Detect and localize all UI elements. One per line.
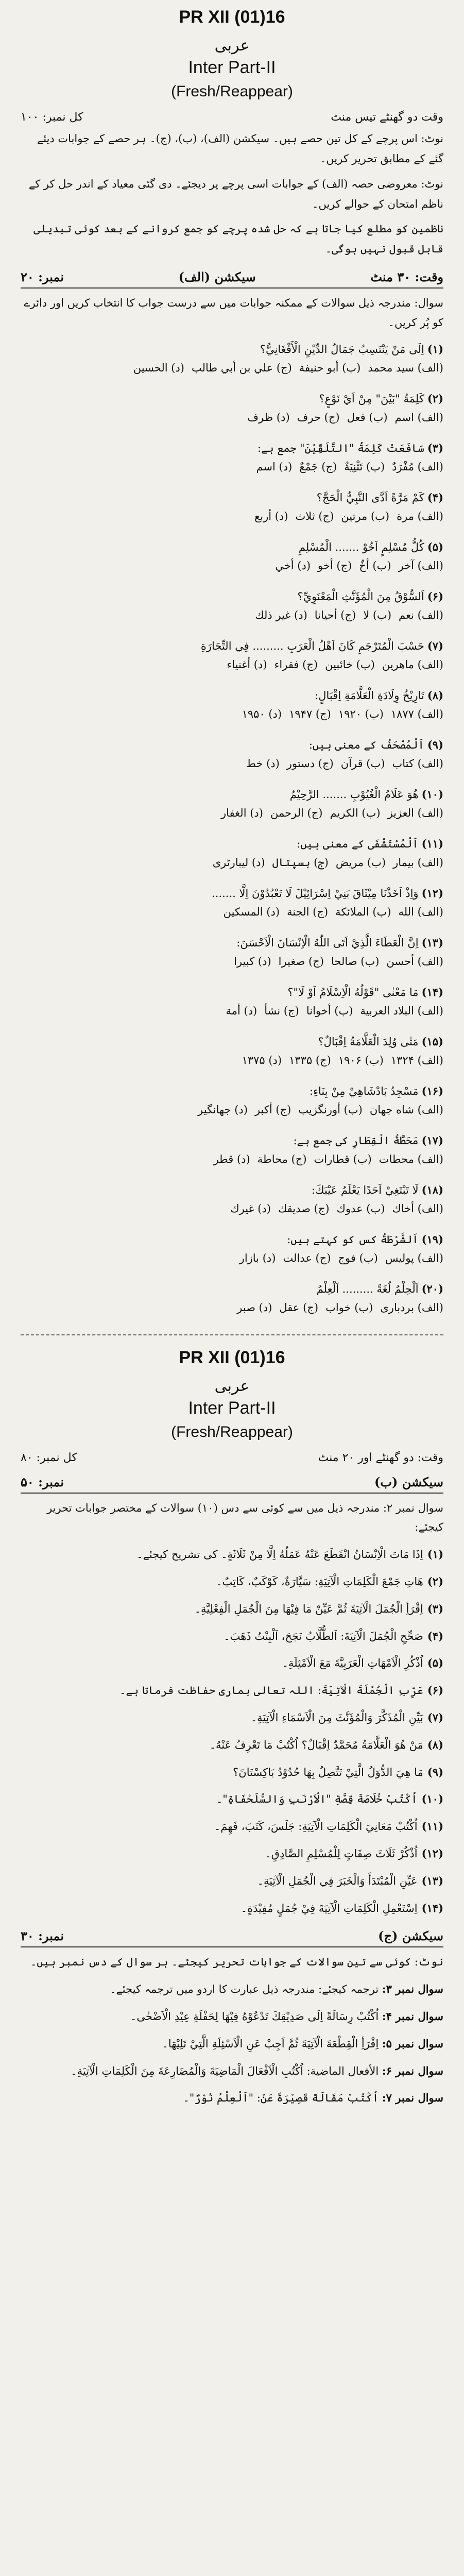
option: (الف) ماهرين xyxy=(382,658,443,671)
option: (د) أربع xyxy=(254,510,288,523)
question-text: الأفعال الماضية: اُكْتُبِ الْاَفْعَالَ الْمَاضِيَةَ وَالْمُضَارِعَةَ مِنَ الْكَلِمَاتِ الْآتِيَةِ۔ xyxy=(71,2064,379,2077)
short-question xyxy=(21,1817,443,1837)
option-list xyxy=(21,1002,443,1021)
option: (د) خط xyxy=(246,757,280,770)
option: (ب) مرتين xyxy=(341,510,390,523)
option: (ج) محاطة xyxy=(257,1153,307,1166)
option-list xyxy=(21,853,443,872)
mcq-list xyxy=(21,340,443,1321)
question-text: مَحَطَّةُ الْقِطَارِ کی جمع ہے: xyxy=(293,1134,419,1147)
question-text: وَاِذْ اَخَذْنَا مِيْثَاقَ بَنِيْ اِسْرَائِيْلَ لَا تَعْبُدُوْنَ اِلَّا ....... xyxy=(212,887,419,900)
paper-code-2: PR XII (01)16 xyxy=(179,1347,285,1367)
question-text: اِقْرَأِ الْقِطْعَةَ الْآتِيَةَ ثُمَّ اَجِبْ عَنِ الْاَسْئِلَةِ الَّتِيْ تَلِيْهَا۔ xyxy=(162,2037,379,2050)
option: (ج) أحيانا xyxy=(314,609,356,622)
option-list xyxy=(21,359,443,378)
question-number: (۹) xyxy=(427,738,443,751)
long-question xyxy=(21,2034,443,2054)
mcq-question xyxy=(21,488,443,530)
section-b-marks: نمبر: ۵۰ xyxy=(21,1474,64,1489)
mcq-question xyxy=(21,934,443,975)
option-list xyxy=(21,408,443,427)
option: (الف) سيد محمد xyxy=(368,362,443,375)
option-list xyxy=(21,754,443,773)
option: (الف) پولیس xyxy=(385,1252,443,1265)
question-number: (۱۴) xyxy=(421,1901,443,1914)
section-b-title: سیکشن (ب) xyxy=(374,1474,443,1489)
option: (الف) أحسن xyxy=(386,955,443,968)
question-text: مَنْ هُوَ الْعَلَّامَةُ مُحَمَّدٌ اِقْبَالٌ؟ اُكْتُبْ مَا تَعْرِفُ عَنْهُ۔ xyxy=(209,1738,423,1751)
long-question xyxy=(21,2007,443,2027)
question-number: (۳) xyxy=(427,1602,443,1615)
section-a-header xyxy=(21,269,443,289)
option: (د) ظرف xyxy=(247,411,290,424)
mcq-question xyxy=(21,340,443,381)
long-question xyxy=(21,2088,443,2108)
mcq-question xyxy=(21,538,443,579)
subject-title: عربی xyxy=(214,37,250,55)
note-2: نوٹ: معروضی حصہ (الف) کے جوابات اسی پرچے پر دیجئے۔ دی گئی معیاد کے اندر حل کر کے ناظم امتحان کے حوالے کریں۔ xyxy=(28,177,443,210)
question-text: اَلْمُصْحَفُ کے معنی ہیں: xyxy=(308,738,424,751)
question-text: اِقْرَأِ الْجُمَلَ الْآتِيَةَ ثُمَّ عَيِّنْ مَا فِيْهَا مِنَ الْجُمَلِ الْفِعْلِيَّةِ۔ xyxy=(194,1602,423,1615)
option: (الف) مرة xyxy=(397,510,443,523)
question-text: مَا هِيَ الدُّوَلُ الَّتِيْ تَتَّصِلُ بِهَا حُدُوْدُ بَاكِسْتَانَ؟ xyxy=(233,1766,423,1778)
fresh-reappear-2: (Fresh/Reappear) xyxy=(171,1423,293,1440)
section-c-title: سیکشن (ج) xyxy=(378,1928,443,1944)
option: (ب) لا xyxy=(363,609,392,622)
question-text: حَسْبَ الْمُتَرْجَمِ كَانَ اَهْلُ الْعَرَبِ ......... فِي التِّجَارَةِ xyxy=(200,639,424,652)
option: (د) الغفار xyxy=(221,807,263,820)
question-number: (۱۱) xyxy=(421,1820,443,1833)
time-marks-row xyxy=(21,111,443,124)
question-text: ترجمہ کیجئے: مندرجہ ذیل عبارت کا اردو میں ترجمہ کیجئے۔ xyxy=(110,1983,379,1996)
question-number: (۱۰) xyxy=(421,1792,443,1806)
section-c-instruction: نوٹ: کوئی سے تین سوالات کے جوابات تحریر کیجئے۔ ہر سوال کے دس نمبر ہیں۔ xyxy=(30,1956,443,1969)
question-number: (۹) xyxy=(427,1765,443,1778)
part-title: Inter Part-II xyxy=(188,58,276,77)
question-number: (۱۴) xyxy=(421,985,443,998)
option: (د) أغنياء xyxy=(227,658,267,671)
option: (ج) صغيرا xyxy=(278,955,324,968)
option-list xyxy=(21,1150,443,1169)
option: (الف) مُفْرَدٌ xyxy=(392,461,443,473)
paper-code: PR XII (01)16 xyxy=(179,7,285,27)
question-number: (۲) xyxy=(427,1575,443,1588)
question-number: (۵) xyxy=(427,540,443,553)
question-number: (۱۳) xyxy=(421,936,443,949)
question-text: صَحِّحِ الْجُمَلَ الْآتِيَةَ: اَلطُّلَّابُ نَجَحَ، اَلْبِنْتُ ذَهَبَ۔ xyxy=(224,1630,423,1642)
section-a-time: وقت: ۳۰ منٹ xyxy=(370,269,443,285)
option: (ب) أخوانا xyxy=(306,1005,353,1018)
question-number: (۶) xyxy=(427,1684,443,1697)
option: (ج) ثلاث xyxy=(295,510,334,523)
option-list xyxy=(21,903,443,922)
time-marks-row-2 xyxy=(21,1451,443,1464)
option: (د) اسم xyxy=(256,461,293,473)
option: (د) المسكين xyxy=(223,906,280,919)
question-text: هُوَ عَلَامُ الْغُيُوْبِ ....... الرَّحِيْمُ xyxy=(289,788,419,801)
option: (ب) أبو حنيفة xyxy=(299,362,361,375)
option: (ج) عدالت xyxy=(283,1252,331,1265)
section-c-marks: نمبر: ۳۰ xyxy=(21,1928,64,1944)
question-text: اُكْتُبْ خُلَاصَةَ قِصَّةِ "الْاَرْنَبِ وَالسُّلَحْفَاةِ"۔ xyxy=(216,1793,418,1806)
question-number: (۷) xyxy=(427,639,443,652)
marks-total: کل نمبر: ۱۰۰ xyxy=(21,111,83,124)
question-text: تَارِيْخُ وِلَادَةِ الْعَلَّامَةِ اِقْبَالٍ: xyxy=(315,689,424,702)
question-text: عَيِّنِ الْمُبْتَدَأَ وَالْخَبَرَ فِي الْجُمَلِ الْآتِيَةِ۔ xyxy=(257,1874,418,1887)
mcq-question xyxy=(21,983,443,1024)
long-question-list xyxy=(21,1979,443,2108)
option: (د) غيرك xyxy=(230,1202,271,1215)
question-text: مَا مَعْنٰى "قَوْلُهُ الْاِسْلَامُ اَوْ لَا"؟ xyxy=(287,986,419,998)
question-text: اِذَا مَاتَ الْاِنْسَانُ انْقَطَعَ عَنْهُ عَمَلُهُ اِلَّا مِنْ ثَلَاثَةٍ۔ کی تشریح کیجئے۔ xyxy=(136,1548,423,1561)
question-number: (۴) xyxy=(427,490,443,504)
question-number: (۱۵) xyxy=(421,1035,443,1048)
option-list xyxy=(21,804,443,823)
option: (ج) علي بن أبي طالب xyxy=(192,362,292,375)
option: (د) أمة xyxy=(226,1005,257,1018)
option: (ج) حرف xyxy=(297,411,340,424)
question-number: (۱۲) xyxy=(421,886,443,900)
objective-paper xyxy=(21,0,443,1321)
question-number: (۸) xyxy=(427,1738,443,1751)
option-list xyxy=(21,556,443,575)
mcq-question xyxy=(21,389,443,431)
question-number: (۱۲) xyxy=(421,1847,443,1860)
option: (د) ۱۹۵۰ xyxy=(242,708,282,721)
question-text: كَلِمَةُ "بَيْنَ" مِنْ اَيْ نَوْعٍ؟ xyxy=(319,392,424,405)
option: (ج) الجنة xyxy=(287,906,329,919)
option: (ج) صديقك xyxy=(278,1202,330,1215)
question-text: اُكْتُبْ مَعَانِيَ الْكَلِمَاتِ الْآتِيَةِ: جَلَسَ، كَتَبَ، فَهِمَ۔ xyxy=(214,1820,418,1833)
question-number: سوال نمبر ۷: xyxy=(382,2091,443,2105)
question-text: اُكْتُبْ مَقَالَةً قَصِيْرَةً عَنْ: "اَلْعِلْمُ نُوْرٌ"۔ xyxy=(183,2092,379,2105)
option: (د) جهانگير xyxy=(198,1104,248,1116)
option-list xyxy=(21,1249,443,1268)
option: (الف) محطات xyxy=(379,1153,443,1166)
option: (ج) ہسپتال xyxy=(272,856,329,869)
mcq-question xyxy=(21,1131,443,1173)
option: (ب) أورنگزيب xyxy=(298,1104,363,1116)
option-list xyxy=(21,1051,443,1070)
question-number: سوال نمبر ۴: xyxy=(382,2010,443,2023)
fresh-reappear: (Fresh/Reappear) xyxy=(171,83,293,100)
short-question xyxy=(21,1708,443,1728)
question-text: بَيِّنِ الْمُذَكَّرَ وَالْمُؤَنَّثَ مِنَ الْاَسْمَاءِ الْآتِيَةِ۔ xyxy=(250,1711,423,1724)
option: (الف) نعم xyxy=(399,609,443,622)
question-text: اُذْكُرِ الْاَمْهَاتِ الْعَرَبِيَّةَ مَعَ الْاَمْثِلَةِ۔ xyxy=(282,1657,423,1670)
option-list xyxy=(21,705,443,724)
short-question xyxy=(21,1545,443,1565)
short-question-list xyxy=(21,1545,443,1918)
option: (ج) أكبر xyxy=(254,1104,291,1116)
mcq-question xyxy=(21,439,443,480)
question-text: هَاتِ جَمْعَ الْكَلِمَاتِ الْآتِيَةِ: سَيَّارَةٌ، كَوْكَبٌ، كَاتِبٌ۔ xyxy=(216,1575,423,1588)
question-number: (۱۶) xyxy=(421,1084,443,1097)
option: (الف) العزيز xyxy=(387,807,443,820)
option: (ب) تَثْنِيَةٌ xyxy=(344,461,385,473)
mcq-question xyxy=(21,587,443,629)
option: (ب) الملائكة xyxy=(335,906,391,919)
section-a-title: سیکشن (الف) xyxy=(178,269,256,285)
option-list xyxy=(21,655,443,674)
option: (ب) ۱۹۲۰ xyxy=(338,708,384,721)
short-question xyxy=(21,1626,443,1647)
option: (الف) الله xyxy=(398,906,443,919)
question-number: (۲۰) xyxy=(421,1282,443,1295)
question-number: (۶) xyxy=(427,589,443,603)
section-c-header xyxy=(21,1928,443,1947)
question-text: مَسْجِدُ بَادْشَاهِيْ مِنْ بِنَاءِ: xyxy=(310,1084,419,1097)
question-number: (۱۸) xyxy=(421,1183,443,1196)
part-title-2: Inter Part-II xyxy=(188,1398,276,1418)
short-question xyxy=(21,1871,443,1891)
question-text: اَلْمُسْتَشْفَى کے معنی ہیں: xyxy=(297,837,419,850)
section-a-marks: نمبر: ۲۰ xyxy=(21,269,64,285)
option: (الف) کتاب xyxy=(392,757,443,770)
question-text: كَمْ مَرَّةً اَدَّى النَّبِيُّ الْحَجَّ؟ xyxy=(316,491,424,504)
time-total-2: وقت: دو گھنٹے اور ۲۰ منٹ xyxy=(318,1451,443,1464)
question-number: (۴) xyxy=(427,1629,443,1642)
short-question xyxy=(21,1762,443,1783)
option: (د) أخي xyxy=(275,560,311,572)
question-text: اُذْكُرْ ثَلَاثَ صِفَاتٍ لِلْمُسْلِمِ الصَّادِقِ۔ xyxy=(265,1848,418,1860)
section-b-instruction: سوال نمبر ۲: مندرجہ ذیل میں سے کوئی سے دس (۱۰) سوالات کے مختصر جوابات تحریر کیجئے: xyxy=(47,1501,443,1534)
mcq-question xyxy=(21,1032,443,1074)
option: (ب) أخٌ xyxy=(359,560,391,572)
mcq-question xyxy=(21,835,443,876)
option: (ج) ۱۳۳۵ xyxy=(289,1054,331,1067)
option: (ب) خواب xyxy=(325,1301,373,1314)
option-list xyxy=(21,1298,443,1317)
option: (ب) عدوك xyxy=(336,1202,385,1215)
section-b-header xyxy=(21,1475,443,1494)
option: (د) الحسين xyxy=(133,362,184,375)
option-list xyxy=(21,1100,443,1120)
question-number: (۷) xyxy=(427,1711,443,1724)
question-number: (۵) xyxy=(427,1656,443,1670)
option-list xyxy=(21,507,443,526)
question-text: اُكْتُبْ رِسَالَةً اِلَى صَدِيْقِكَ تَدْعُوْهُ فِيْهَا لِحَفْلَةِ عِيْدِ الْاَضْحٰى۔ xyxy=(130,2010,379,2023)
question-number: (۱) xyxy=(427,342,443,355)
mcq-question xyxy=(21,1280,443,1321)
option: (ب) فعل xyxy=(347,411,388,424)
question-text: اَلْحِلْمُ لُغَةً ......... اَلْعِلْمُ xyxy=(316,1282,419,1295)
short-question xyxy=(21,1844,443,1864)
option: (الف) البلاد العربية xyxy=(360,1005,443,1018)
option: (الف) بردباری xyxy=(380,1301,443,1314)
option: (ب) فوج xyxy=(338,1252,378,1265)
question-text: اَلشَّرْطَةُ کس کو کہتے ہیں: xyxy=(287,1233,419,1246)
option: (ب) قرآن xyxy=(340,757,385,770)
time-total: وقت دو گھنٹے تیس منٹ xyxy=(331,111,443,124)
mcq-question xyxy=(21,785,443,826)
option-list xyxy=(21,952,443,971)
question-text: اِنَّ الْعَطَاءَ الَّذِيْ اَتَى اللّٰهُ الْاِنْسَانَ الْاَحْسَنَ: xyxy=(236,936,419,949)
mcq-question xyxy=(21,686,443,727)
short-question xyxy=(21,1789,443,1809)
option: (د) كبيرا xyxy=(234,955,271,968)
question-number: (۸) xyxy=(427,688,443,702)
question-number: سوال نمبر ۶: xyxy=(382,2064,443,2077)
option: (د) بازار xyxy=(239,1252,276,1265)
short-question xyxy=(21,1572,443,1592)
mcq-question xyxy=(21,736,443,777)
option: (الف) اسم xyxy=(394,411,443,424)
subjective-paper xyxy=(21,1341,443,2109)
question-number: (۱۱) xyxy=(421,837,443,850)
option: (ب) الكريم xyxy=(330,807,381,820)
option: (ج) الرحمن xyxy=(270,807,323,820)
option: (الف) بیمار xyxy=(393,856,443,869)
option: (ب) صالحا xyxy=(331,955,380,968)
option: (ج) عقل xyxy=(279,1301,319,1314)
question-text: سَافَعَتْ كَلِمَةُ "التَّلَقِّيْنَ" جمع ہے: xyxy=(257,442,424,454)
option: (ب) ۱۹۰۶ xyxy=(338,1054,384,1067)
option-list xyxy=(21,1199,443,1218)
subject-title-2: عربی xyxy=(214,1377,250,1395)
option: (ج) دستور xyxy=(286,757,334,770)
short-question xyxy=(21,1653,443,1673)
option: (د) غير ذلك xyxy=(255,609,307,622)
option: (ج) نشأ xyxy=(264,1005,299,1018)
option: (الف) ۱۳۲۴ xyxy=(390,1054,443,1067)
question-number: (۱۷) xyxy=(421,1133,443,1147)
option: (د) صبر xyxy=(237,1301,272,1314)
note-3: ناظمین کو مطلع کیا جاتا ہے کہ حل شدہ پرچے کو جمع کروانے کے بعد کوئی تبدیلی قابل قبول نہیں ہوگی۔ xyxy=(33,223,443,256)
question-text: اَلسُّوْقُ مِنَ الْمُؤَنَّثِ الْمَعْنَوِيِّ؟ xyxy=(297,590,424,603)
question-text: اِسْتَعْمِلِ الْكَلِمَاتِ الْآتِيَةَ فِيْ جُمَلٍ مُفِيْدَةٍ۔ xyxy=(240,1902,418,1914)
option: (الف) شاه جهان xyxy=(369,1104,443,1116)
question-number: (۲) xyxy=(427,392,443,405)
option: (ج) أخو xyxy=(318,560,352,572)
option: (ج) فقراء xyxy=(274,658,318,671)
marks-total-2: کل نمبر: ۸۰ xyxy=(21,1451,77,1464)
question-number: (۱۳) xyxy=(421,1874,443,1887)
option: (د) ۱۳۷۵ xyxy=(242,1054,282,1067)
question-text: لَا تَبْتَغِيْ اَحَدًا يَعْلَمُ عَيْبَكَ: xyxy=(312,1183,419,1196)
question-number: سوال نمبر ۳: xyxy=(382,1982,443,1996)
option: (الف) ۱۸۷۷ xyxy=(390,708,443,721)
option: (د) لیبارٹری xyxy=(212,856,265,869)
short-question xyxy=(21,1899,443,1919)
question-number: (۱۰) xyxy=(421,787,443,801)
paper-divider xyxy=(21,1334,443,1335)
short-question xyxy=(21,1681,443,1701)
long-question xyxy=(21,2061,443,2081)
question-text: اِلَى مَنْ يَنْتَسِبُ جَمَالُ الدِّيْنِ الْأَفْغَانِيُّ؟ xyxy=(260,343,424,355)
mcq-question xyxy=(21,884,443,925)
option: (الف) آخر xyxy=(398,560,443,572)
option-list xyxy=(21,457,443,477)
question-text: مَتٰى وُلِدَ الْعَلَّامَةُ اِقْبَالٌ؟ xyxy=(318,1035,419,1048)
question-text: عَرِّبِ الْجُمْلَةَ الْآتِيَةَ: اللہ تعالی ہماری حفاظت فرماتا ہے۔ xyxy=(119,1684,423,1697)
short-question xyxy=(21,1599,443,1619)
option: (ب) قطارات xyxy=(314,1153,372,1166)
mcq-question xyxy=(21,1181,443,1222)
mcq-question xyxy=(21,1082,443,1123)
question-number: سوال نمبر ۵: xyxy=(382,2037,443,2050)
question-number: (۳) xyxy=(427,441,443,454)
note-1: نوٹ: اس پرچے کے کل تین حصے ہیں۔ سیکشن (الف)، (ب)، (ج)۔ ہر حصے کے جوابات دیئے گئے کے مطابق تحریر کریں۔ xyxy=(37,132,443,165)
option: (ج) ۱۹۴۷ xyxy=(289,708,331,721)
long-question xyxy=(21,1979,443,1999)
option: (ج) جَمْعٌ xyxy=(299,461,337,473)
section-a-instruction: سوال: مندرجہ ذیل سوالات کے ممکنہ جوابات میں سے درست جواب کا انتخاب کریں اور دائرے کو پُر کریں۔ xyxy=(24,297,443,329)
question-number: (۱) xyxy=(427,1548,443,1561)
option: (الف) أخاك xyxy=(392,1202,443,1215)
option: (ب) مریض xyxy=(335,856,386,869)
option-list xyxy=(21,606,443,625)
short-question xyxy=(21,1735,443,1755)
option: (د) قطر xyxy=(213,1153,250,1166)
mcq-question xyxy=(21,1230,443,1272)
mcq-question xyxy=(21,637,443,678)
option: (ب) خائبين xyxy=(325,658,375,671)
page-bottom-space xyxy=(21,2115,443,2136)
question-text: كُلُّ مُسْلِمٍ اَخُوْ ....... الْمُسْلِمِ xyxy=(298,540,424,553)
question-number: (۱۹) xyxy=(421,1232,443,1246)
